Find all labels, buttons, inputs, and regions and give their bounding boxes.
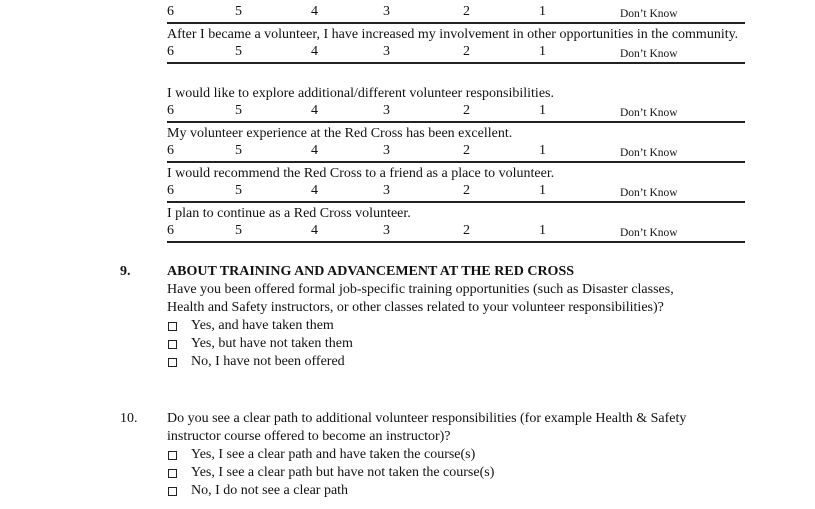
- scale-dont-know[interactable]: Don’t Know: [620, 8, 678, 20]
- scale-4[interactable]: 4: [311, 183, 318, 198]
- scale-dont-know[interactable]: Don’t Know: [620, 147, 678, 159]
- question-10-number: 10.: [120, 411, 138, 426]
- statement-text: After I became a volunteer, I have increased my involvement in other opportunities in the community.: [167, 27, 739, 42]
- option-label: Yes, but have not taken them: [191, 336, 353, 351]
- statement-text: My volunteer experience at the Red Cross has been excellent.: [167, 126, 513, 141]
- scale-5[interactable]: 5: [235, 103, 242, 118]
- checkbox-icon[interactable]: [168, 340, 177, 349]
- scale-2[interactable]: 2: [463, 183, 470, 198]
- scale-2[interactable]: 2: [463, 4, 470, 19]
- option-row[interactable]: [167, 335, 707, 353]
- question-10: [167, 410, 727, 500]
- scale-5[interactable]: 5: [235, 223, 242, 238]
- option-label: Yes, I see a clear path but have not taken the course(s): [191, 465, 495, 480]
- option-label: Yes, I see a clear path and have taken the course(s): [191, 447, 476, 462]
- rating-scale: [167, 4, 745, 24]
- scale-4[interactable]: 4: [311, 44, 318, 59]
- rating-scale: [167, 44, 745, 64]
- scale-3[interactable]: 3: [383, 183, 390, 198]
- rating-scale: [167, 103, 745, 123]
- scale-5[interactable]: 5: [235, 183, 242, 198]
- scale-4[interactable]: 4: [311, 223, 318, 238]
- scale-1[interactable]: 1: [539, 103, 546, 118]
- scale-dont-know[interactable]: Don’t Know: [620, 48, 678, 60]
- checkbox-icon[interactable]: [168, 487, 177, 496]
- rating-scale: [167, 223, 745, 243]
- scale-dont-know[interactable]: Don’t Know: [620, 107, 678, 119]
- statement-text: I would like to explore additional/different volunteer responsibilities.: [167, 86, 554, 101]
- section-heading: ABOUT TRAINING AND ADVANCEMENT AT THE RED CROSS: [167, 264, 575, 279]
- scale-5[interactable]: 5: [235, 4, 242, 19]
- question-9-number: 9.: [120, 264, 131, 279]
- option-row[interactable]: [167, 464, 727, 482]
- statement-block-4: [167, 164, 745, 203]
- scale-dont-know[interactable]: Don’t Know: [620, 227, 678, 239]
- scale-2[interactable]: 2: [463, 143, 470, 158]
- option-row[interactable]: [167, 353, 707, 371]
- question-10-text: Do you see a clear path to additional volunteer responsibilities (for example Health & Safety instructor course offered to become an instructor)?: [167, 411, 687, 444]
- option-label: No, I do not see a clear path: [191, 483, 349, 498]
- statement-block-2: [167, 84, 745, 123]
- statement-text: I would recommend the Red Cross to a friend as a place to volunteer.: [167, 166, 555, 181]
- scale-4[interactable]: 4: [311, 103, 318, 118]
- scale-6[interactable]: 6: [167, 44, 174, 59]
- scale-5[interactable]: 5: [235, 143, 242, 158]
- scale-1[interactable]: 1: [539, 183, 546, 198]
- scale-6[interactable]: 6: [167, 103, 174, 118]
- scale-1[interactable]: 1: [539, 223, 546, 238]
- question-9: [167, 263, 707, 371]
- scale-4[interactable]: 4: [311, 143, 318, 158]
- checkbox-icon[interactable]: [168, 451, 177, 460]
- scale-dont-know[interactable]: Don’t Know: [620, 187, 678, 199]
- question-9-text: Have you been offered formal job-specific training opportunities (such as Disaster classes, Health and Safety instructors, or other classes related to your volunteer responsibilities)?: [167, 282, 674, 315]
- checkbox-icon[interactable]: [168, 322, 177, 331]
- scale-2[interactable]: 2: [463, 223, 470, 238]
- scale-3[interactable]: 3: [383, 223, 390, 238]
- scale-5[interactable]: 5: [235, 44, 242, 59]
- checkbox-icon[interactable]: [168, 358, 177, 367]
- rating-scale: [167, 183, 745, 203]
- scale-4[interactable]: 4: [311, 4, 318, 19]
- option-label: Yes, and have taken them: [191, 318, 334, 333]
- scale-6[interactable]: 6: [167, 183, 174, 198]
- scale-6[interactable]: 6: [167, 4, 174, 19]
- checkbox-icon[interactable]: [168, 469, 177, 478]
- statement-block-5: [167, 204, 745, 243]
- statement-block-1: [167, 25, 745, 64]
- scale-1[interactable]: 1: [539, 4, 546, 19]
- scale-3[interactable]: 3: [383, 103, 390, 118]
- option-row[interactable]: [167, 482, 727, 500]
- scale-6[interactable]: 6: [167, 143, 174, 158]
- rating-scale: [167, 143, 745, 163]
- scale-1[interactable]: 1: [539, 143, 546, 158]
- statement-block-3: [167, 124, 745, 163]
- scale-3[interactable]: 3: [383, 44, 390, 59]
- scale-2[interactable]: 2: [463, 103, 470, 118]
- rating-block-0: [167, 4, 745, 24]
- option-label: No, I have not been offered: [191, 354, 345, 369]
- scale-1[interactable]: 1: [539, 44, 546, 59]
- scale-2[interactable]: 2: [463, 44, 470, 59]
- scale-3[interactable]: 3: [383, 143, 390, 158]
- option-row[interactable]: [167, 446, 727, 464]
- scale-3[interactable]: 3: [383, 4, 390, 19]
- statement-text: I plan to continue as a Red Cross volunteer.: [167, 206, 411, 221]
- option-row[interactable]: [167, 317, 707, 335]
- scale-6[interactable]: 6: [167, 223, 174, 238]
